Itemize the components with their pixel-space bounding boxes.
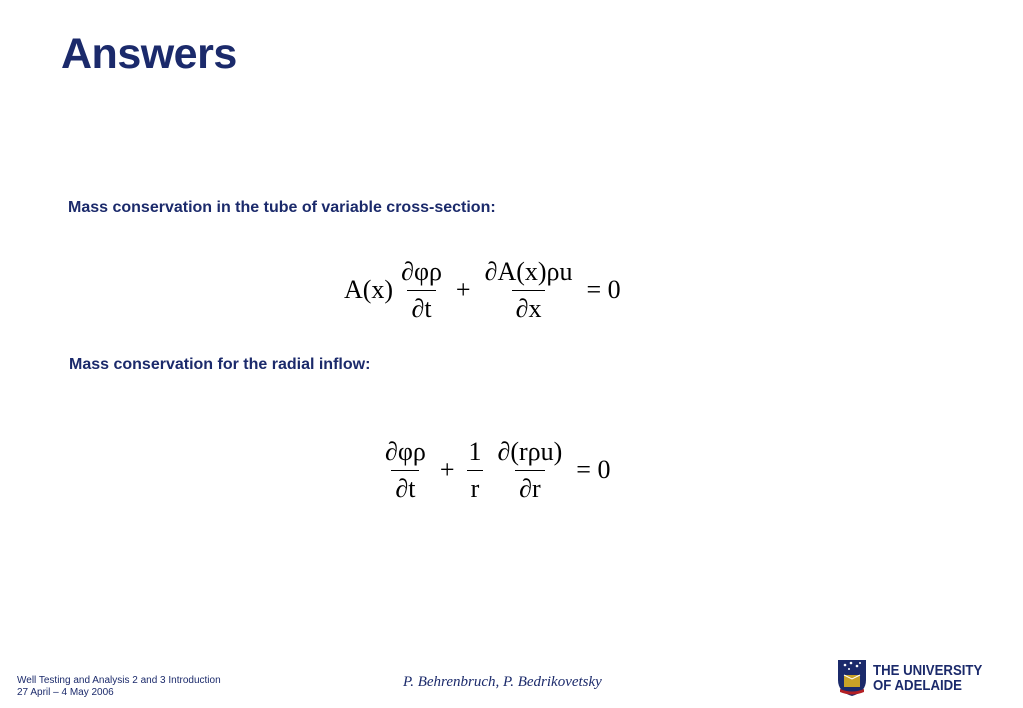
fraction-one-over-r [465, 437, 486, 504]
equals-zero: = 0 [576, 455, 611, 484]
footer-course-info [17, 675, 221, 699]
author-names: P. Behrenbruch, P. Bedrikovetsky [403, 674, 602, 690]
plus-operator: + [439, 455, 455, 484]
fraction-time-derivative [381, 437, 430, 504]
university-logo [836, 658, 997, 698]
fraction-space-derivative [481, 257, 577, 324]
fraction-time-derivative [397, 257, 446, 324]
area-function: A(x) [344, 275, 394, 304]
fraction-numerator: 1 [468, 436, 482, 466]
fraction-radial-derivative [494, 437, 567, 504]
fraction-denominator: r [467, 470, 484, 504]
fraction-denominator: ∂r [515, 470, 545, 504]
fraction-numerator: ∂A(x)ρu [484, 256, 573, 286]
equation-radial-mass-conservation [377, 430, 616, 510]
equation-tube-mass-conservation [344, 251, 627, 329]
university-name-line2: OF ADELAIDE [873, 677, 962, 694]
fraction-denominator: ∂t [391, 470, 419, 504]
page-title: Answers [61, 30, 237, 78]
fraction-denominator: ∂t [407, 290, 435, 324]
course-dates: 27 April – 4 May 2006 [17, 687, 114, 698]
fraction-numerator: ∂(rρu) [497, 436, 563, 466]
university-name [873, 663, 982, 693]
section-label-tube: Mass conservation in the tube of variable cross-section: [68, 199, 496, 216]
fraction-numerator: ∂φρ [385, 436, 426, 466]
equals-zero: = 0 [586, 275, 621, 304]
plus-operator: + [455, 275, 471, 304]
university-crest-icon [836, 658, 868, 698]
fraction-numerator: ∂φρ [401, 256, 442, 286]
section-label-radial: Mass conservation for the radial inflow: [69, 356, 371, 373]
course-title: Well Testing and Analysis 2 and 3 Introduction [17, 675, 221, 686]
fraction-denominator: ∂x [512, 290, 546, 324]
university-name-line1: THE UNIVERSITY [873, 662, 983, 679]
